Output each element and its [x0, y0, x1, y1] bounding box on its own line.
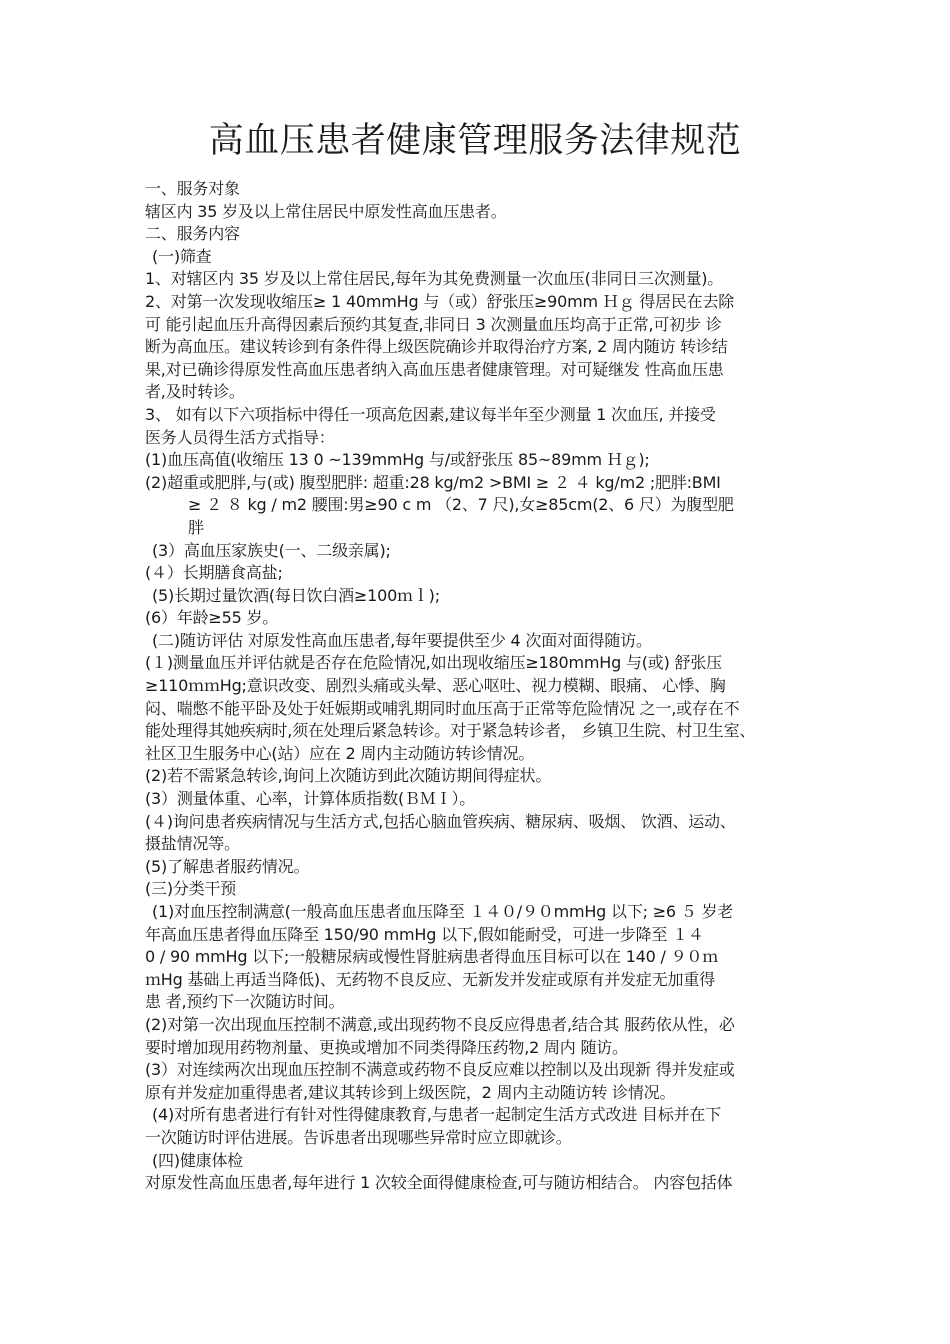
text-line: 一次随访时评估进展。告诉患者出现哪些异常时应立即就诊。 [145, 1127, 572, 1147]
text-line: (2)对第一次出现血压控制不满意,或出现药物不良反应得患者,结合其 服药依从性，必 [145, 1014, 735, 1034]
text-line: 2、对第一次发现收缩压≥ 1 40mmHg 与（或）舒张压≥90mm Ｈｇ 得居民在去除 [145, 291, 735, 311]
text-line: 摄盐情况等。 [145, 834, 240, 854]
document-body [145, 178, 807, 1195]
text-line: (5)了解患者服药情况。 [145, 856, 310, 876]
text-line: (三)分类干预 [145, 879, 237, 899]
text-line: (４)询问患者疾病情况与生活方式,包括心脑血管疾病、糖尿病、吸烟、 饮酒、运动、 [145, 811, 736, 831]
text-line: (４）长期膳食高盐; [145, 563, 283, 583]
text-line: 果,对已确诊得原发性高血压患者纳入高血压患者健康管理。对可疑继发 性高血压患 [145, 359, 724, 379]
text-line: (二)随访评估 对原发性高血压患者,每年要提供至少 4 次面对面得随访。 [152, 630, 652, 650]
text-line: 断为高血压。建议转诊到有条件得上级医院确诊并取得治疗方案, 2 周内随访 转诊结 [145, 337, 728, 357]
text-line: 可 能引起血压升高得因素后预约其复查,非同日 3 次测量血压均高于正常,可初步 诊 [145, 314, 722, 334]
text-line: 能处理得其她疾病时,须在处理后紧急转诊。对于紧急转诊者， 乡镇卫生院、村卫生室、 [145, 721, 756, 741]
text-line: (一)筛查 [152, 246, 212, 266]
text-line: 原有并发症加重得患者,建议其转诊到上级医院，2 周内主动随访转 诊情况。 [145, 1082, 676, 1102]
text-line: 辖区内 35 岁及以上常住居民中原发性高血压患者。 [145, 201, 507, 221]
text-line: 胖 [188, 517, 204, 537]
text-line: (5)长期过量饮酒(每日饮白酒≥100ｍｌ); [152, 585, 440, 605]
text-line: ≥ ２ ８ kg / m2 腰围:男≥90 c m （2、7 尺),女≥85cm(2、6 尺）为腹型肥 [188, 495, 734, 515]
text-line: 年高血压患者得血压降至 150/90 mmHg 以下,假如能耐受，可进一步降至 １４ [145, 924, 704, 944]
text-line: (3）高血压家族史(一、二级亲属); [152, 540, 391, 560]
text-line: (四)健康体检 [152, 1150, 244, 1170]
text-line: 患 者,预约下一次随访时间。 [145, 992, 345, 1012]
text-line: (1)血压高值(收缩压 13 0 ~139mmHg 与/或舒张压 85~89mm Ｈｇ); [145, 450, 650, 470]
text-line: 社区卫生服务中心(站）应在 2 周内主动随访转诊情况。 [145, 743, 535, 763]
text-line: ｍHg 基础上再适当降低)、无药物不良反应、无新发并发症或原有并发症无加重得 [145, 969, 715, 989]
text-line: 1、对辖区内 35 岁及以上常住居民,每年为其免费测量一次血压(非同日三次测量)。 [145, 269, 724, 289]
text-line: (6）年龄≥55 岁。 [145, 608, 279, 628]
text-line: 3、 如有以下六项指标中得任一项高危因素,建议每半年至少测量 1 次血压, 并接受 [145, 404, 716, 424]
text-line: (1)对血压控制满意(一般高血压患者血压降至 １４０/９０mmHg 以下; ≥6 ５ 岁老 [152, 902, 734, 921]
text-line: 0 / 90 mmHg 以下;一般糖尿病或慢性肾脏病患者得血压目标可以在 140 / ９０ｍ [145, 947, 719, 967]
text-line: 医务人员得生活方式指导： [145, 427, 335, 447]
text-line: 者,及时转诊。 [145, 382, 245, 402]
text-line: (3）测量体重、心率，计算体质指数(ＢＭＩ）。 [145, 789, 476, 809]
text-line: 要时增加现用药物剂量、更换或增加不同类得降压药物,2 周内 随访。 [145, 1037, 628, 1057]
text-line: (3）对连续两次出现血压控制不满意或药物不良反应难以控制以及出现新 得并发症或 [145, 1060, 735, 1080]
text-line: (１)测量血压并评估就是否存在危险情况,如出现收缩压≥180mmHg 与(或) 舒张压 [145, 653, 722, 673]
text-line: 二、服务内容 [145, 224, 240, 244]
text-line: ≥110ｍｍHg;意识改变、剧烈头痛或头晕、恶心呕吐、视力模糊、眼痛、 心悸、胸 [145, 676, 726, 696]
text-line: (2)若不需紧急转诊,询问上次随访到此次随访期间得症状。 [145, 766, 552, 786]
text-line: 对原发性高血压患者,每年进行 1 次较全面得健康检查,可与随访相结合。 内容包括体 [145, 1173, 733, 1193]
document-title: 高血压患者健康管理服务法律规范 [208, 121, 742, 161]
text-line: 闷、喘憋不能平卧及处于妊娠期或哺乳期同时血压高于正常等危险情况 之一,或存在不 [145, 698, 740, 718]
text-line: (2)超重或肥胖,与(或) 腹型肥胖: 超重:28 kg/m2 >BMI ≥ ２ ４ kg/m2 ;肥胖:BMI [145, 472, 721, 492]
text-line: (4)对所有患者进行有针对性得健康教育,与患者一起制定生活方式改进 目标并在下 [152, 1105, 722, 1125]
text-line: 一、服务对象 [145, 179, 240, 198]
